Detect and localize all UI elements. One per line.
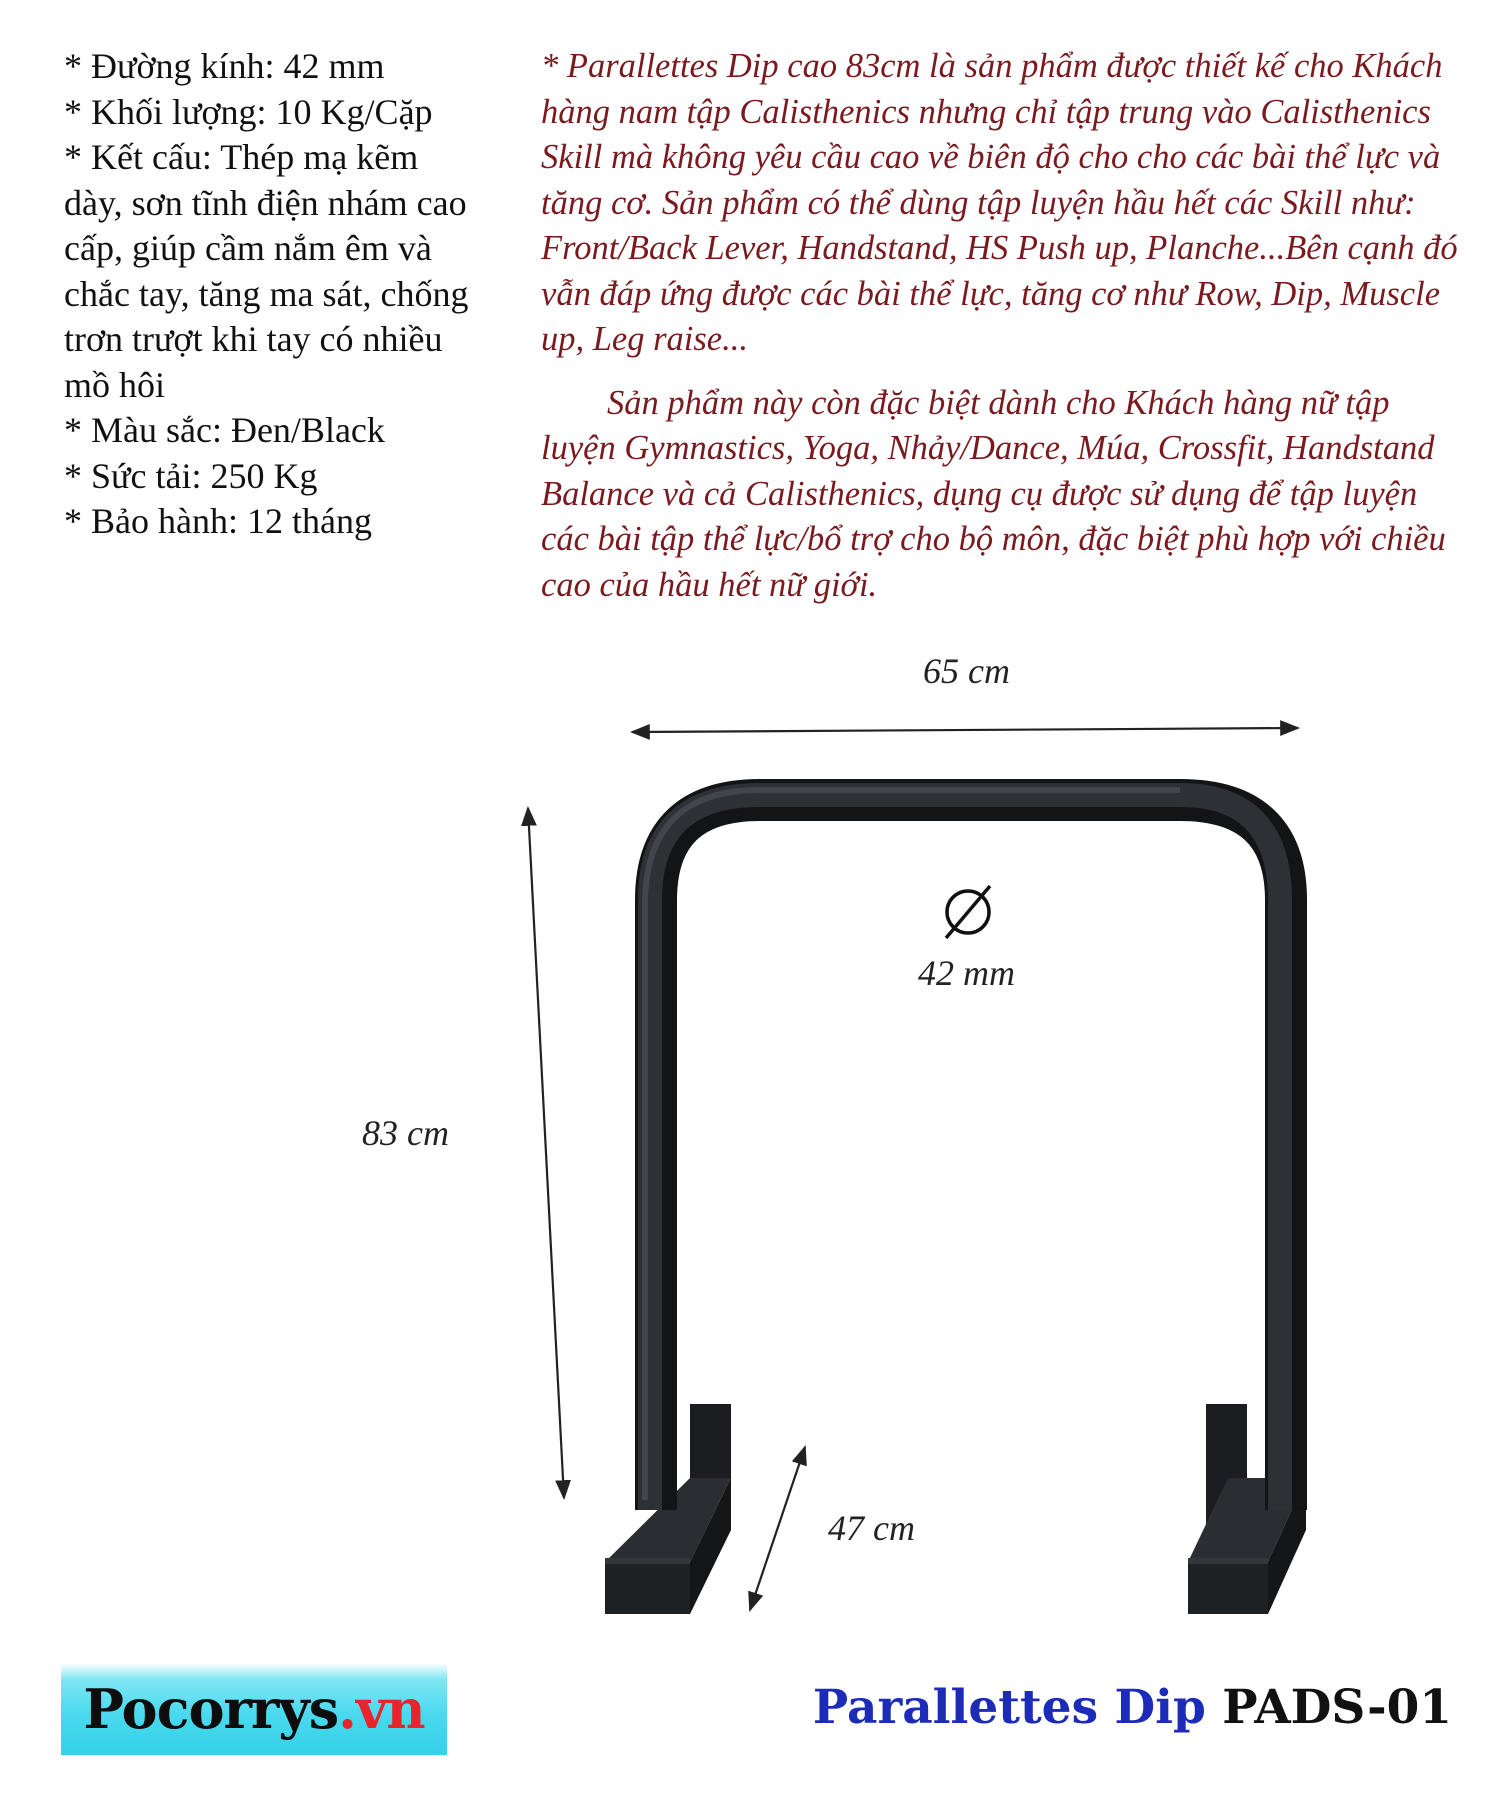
width-arrow bbox=[632, 728, 1298, 732]
height-arrow bbox=[528, 808, 564, 1498]
brand-logo bbox=[61, 1663, 447, 1755]
diameter-icon bbox=[946, 886, 990, 938]
spec-diameter: * Đường kính: 42 mm bbox=[64, 46, 385, 86]
spec-color: * Màu sắc: Đen/Black bbox=[64, 410, 385, 450]
brand-tld: .vn bbox=[338, 1677, 425, 1741]
product-name: Parallettes Dip bbox=[812, 1680, 1206, 1735]
product-code: PADS-01 bbox=[1222, 1680, 1452, 1735]
spec-weight: * Khối lượng: 10 Kg/Cặp bbox=[64, 91, 433, 132]
spec-structure: * Kết cấu: Thép mạ kẽm dày, sơn tĩnh điện nhám cao cấp, giúp cầm nắm êm và chắc tay, tăng ma sát, chống trơn trượt khi tay có nhiều mồ hôi bbox=[64, 137, 469, 405]
height-label: 83 cm bbox=[362, 1113, 449, 1153]
spec-load: * Sức tải: 250 Kg bbox=[64, 455, 318, 496]
dip-bar-frame bbox=[645, 790, 1286, 1510]
spec-warranty: * Bảo hành: 12 tháng bbox=[64, 501, 372, 541]
description-paragraph-1: * Parallettes Dip cao 83cm là sản phẩm được thiết kế cho Khách hàng nam tập Calisthenics nhưng chỉ tập trung vào Calisthenics Skill mà không yêu cầu cao về biên độ cho cho các bài thể lực và tăng cơ. Sản phẩm có thể dùng tập luyện hầu hết các Skill như: Front/Back Lever, Handstand, HS Push up, Planche...Bên cạnh đó vẫn đáp ứng được các bài thể lực, tăng cơ như Row, Dip, Muscle up, Leg raise... bbox=[541, 47, 1458, 358]
product-title bbox=[813, 1680, 1452, 1735]
depth-label: 47 cm bbox=[828, 1508, 915, 1548]
width-label: 65 cm bbox=[923, 651, 1010, 691]
brand-wordmark bbox=[83, 1677, 424, 1741]
diameter-label: 42 mm bbox=[918, 953, 1015, 993]
description-paragraph-2: Sản phẩm này còn đặc biệt dành cho Khách hàng nữ tập luyện Gymnastics, Yoga, Nhảy/Dance, Múa, Crossfit, Handstand Balance và cả Calisthenics, dụng cụ được sử dụng để tập luyện các bài tập thể lực/bổ trợ cho bộ môn, đặc biệt phù hợp với chiều cao của hầu hết nữ giới. bbox=[541, 383, 1446, 604]
brand-name: Pocorrys bbox=[83, 1677, 339, 1741]
depth-arrow bbox=[750, 1447, 805, 1610]
